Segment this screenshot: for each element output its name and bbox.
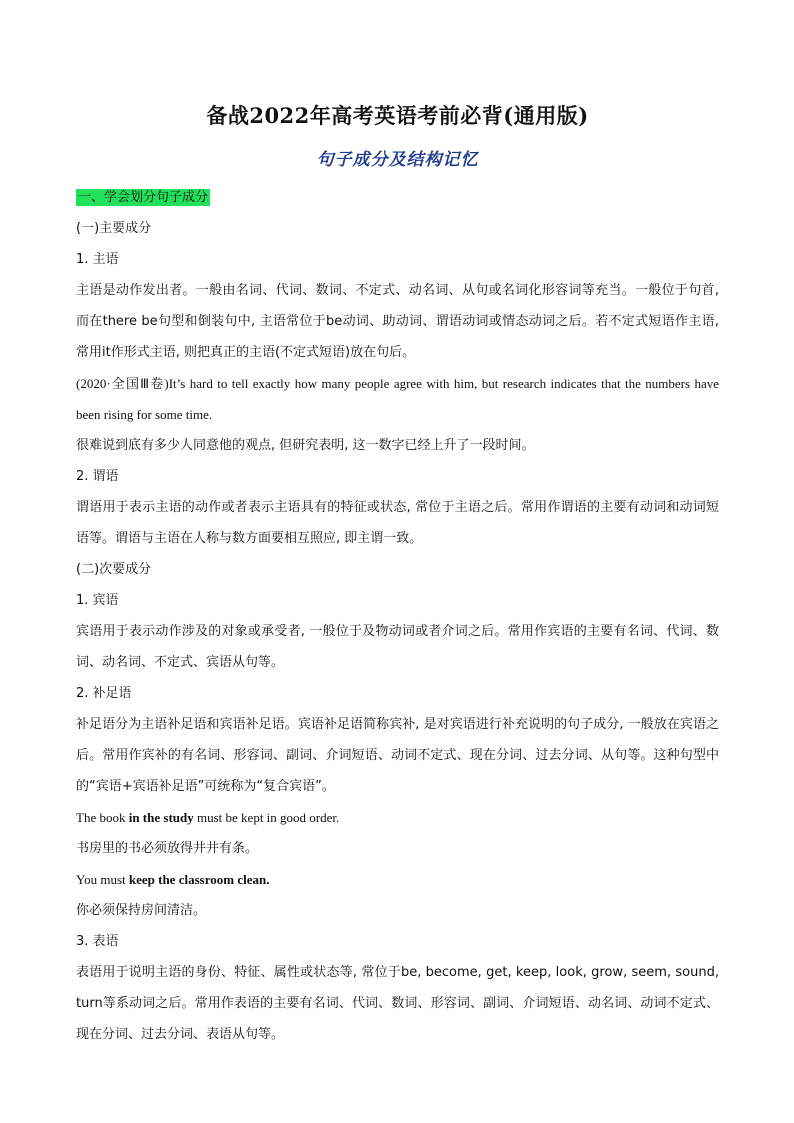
complement-example-2: [76, 864, 719, 895]
secondary-components-heading: (二)次要成分: [76, 562, 152, 577]
example-1-bold: in the study: [128, 810, 194, 825]
document-subtitle: 句子成分及结构记忆: [316, 150, 479, 170]
document-body: [76, 182, 719, 1050]
example-1-post: must be kept in good order.: [193, 810, 340, 825]
main-components-heading: (一)主要成分: [76, 221, 152, 236]
object-paragraph: 宾语用于表示动作涉及的对象或承受者, 一般位于及物动词或者介词之后。常用作宾语的主要有名词、代词、数词、动名词、不定式、宾语从句等。: [76, 624, 719, 670]
predicate-paragraph: 谓语用于表示主语的动作或者表示主语具有的特征或状态, 常位于主语之后。常用作谓语的主要有动词和动词短语等。谓语与主语在人称与数方面要相互照应, 即主谓一致。: [76, 500, 719, 546]
section-heading: [76, 182, 719, 213]
subject-example-zh: 很难说到底有多少人同意他的观点, 但研究表明, 这一数字已经上升了一段时间。: [76, 438, 535, 453]
predicative-paragraph: 表语用于说明主语的身份、特征、属性或状态等, 常位于be, become, get, keep, look, grow, seem, sound, turn等系动词之后。常用作表语的主要有名词、代词、数词、形容词、副词、介词短语、动名词、动词不定式、现在分词、过去分词、表语从句等。: [76, 965, 719, 1042]
object-heading: 1. 宾语: [76, 593, 119, 608]
complement-heading: 2. 补足语: [76, 686, 132, 701]
example-2-pre: You must: [76, 872, 129, 887]
complement-paragraph: 补足语分为主语补足语和宾语补足语。宾语补足语简称宾补, 是对宾语进行补充说明的句子成分, 一般放在宾语之后。常用作宾补的有名词、形容词、副词、介词短语、动词不定式、现在分词、过去分词、从句等。这种句型中的“宾语+宾语补足语”可统称为“复合宾语”。: [76, 717, 719, 794]
document-title: 备战2022年高考英语考前必背(通用版): [206, 103, 589, 128]
predicate-heading: 2. 谓语: [76, 469, 119, 484]
example-1-pre: The book: [76, 810, 129, 825]
complement-example-1-zh: 书房里的书必须放得井井有条。: [76, 841, 259, 856]
subject-heading: 1. 主语: [76, 252, 119, 267]
predicative-heading: 3. 表语: [76, 934, 119, 949]
complement-example-1: [76, 802, 719, 833]
subject-example-en: (2020·全国Ⅲ卷)It’s hard to tell exactly how many people agree with him, but research indicates that the numbers have been rising for some time.: [76, 376, 719, 422]
complement-example-2-zh: 你必须保持房间清洁。: [76, 903, 207, 918]
highlighted-heading: 一、学会划分句子成分: [78, 190, 209, 205]
subject-paragraph: 主语是动作发出者。一般由名词、代词、数词、不定式、动名词、从句或名词化形容词等充当。一般位于句首, 而在there be句型和倒装句中, 主语常位于be动词、助动词、谓语动词或情态动词之后。若不定式短语作主语, 常用it作形式主语, 则把真正的主语(不定式短语)放在句后。: [76, 283, 719, 360]
example-2-bold: keep the classroom clean.: [128, 872, 270, 887]
